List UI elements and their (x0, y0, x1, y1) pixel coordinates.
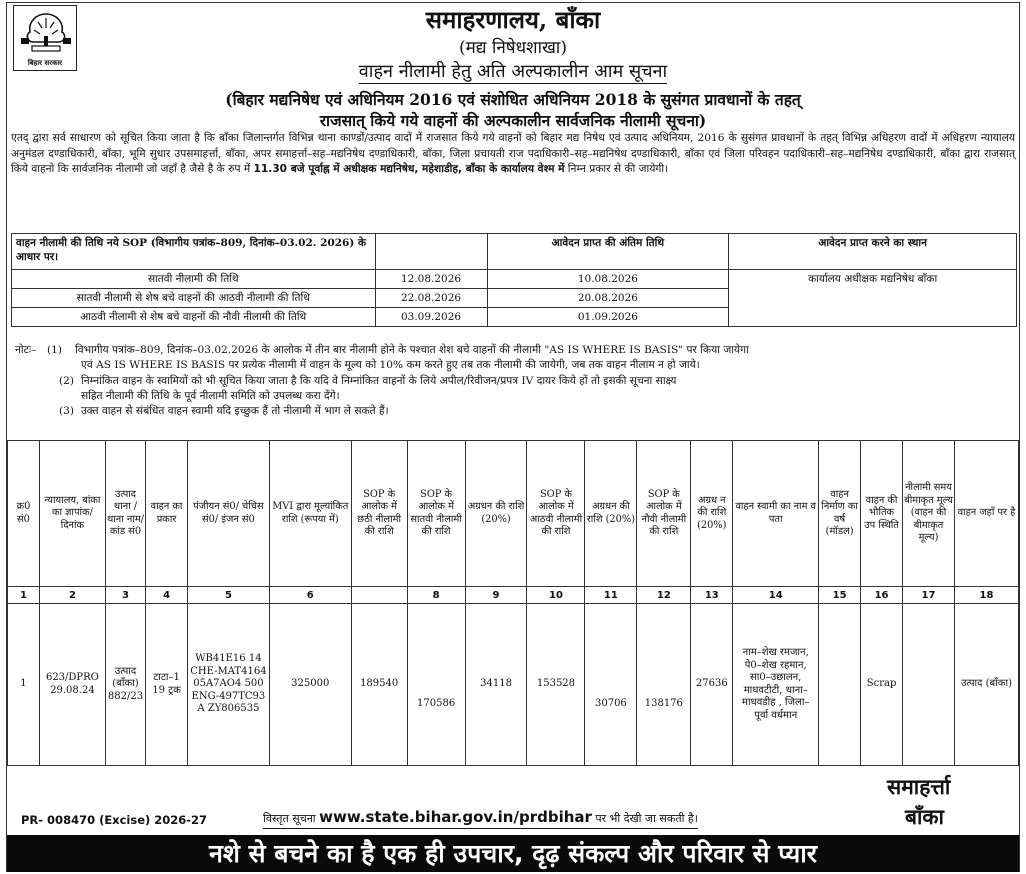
cell-memo: 623/DPRO 29.08.24 (39, 604, 105, 766)
cell-advance-1: 34118 (465, 604, 527, 766)
column-number: 1 (8, 587, 40, 604)
column-number: 18 (954, 587, 1018, 604)
note-text: निम्नांकित वाहन के स्वामियों को भी सूचित किया जाता है कि यदि वे निम्नांकित वाहनों के लिये अपील/रिवीजन/प्रपत्र IV दायर किये हों तो इसकी सूचना साक्ष्य (81, 374, 677, 387)
dates-header-blank (375, 234, 487, 270)
pr-number: PR- 008470 (Excise) 2026-27 (21, 813, 208, 827)
column-number: 14 (733, 587, 819, 604)
vehicle-header-row (8, 441, 1019, 587)
intro-paragraph (11, 131, 1015, 178)
details-line (263, 808, 698, 829)
intro-tail: निम्न प्रकार से की जायेगी। (564, 163, 669, 175)
note-2 (15, 374, 1015, 389)
dates-header-row (12, 234, 1017, 270)
dates-header-schedule: वाहन नीलामी की तिथि नये SOP (विभागीय पत्रांक–809, दिनांक–03.02. 2026) के आधार पर। (12, 234, 376, 270)
column-number: 12 (637, 587, 691, 604)
signatory-title: समाहर्त्ता (887, 774, 951, 799)
cell-eighth-auction: 153528 (527, 604, 585, 766)
column-number: 15 (819, 587, 861, 604)
dates-row-label: सातवी नीलामी की तिथि (12, 270, 376, 289)
column-number: 4 (146, 587, 188, 604)
note-number: (3) (59, 405, 75, 418)
notice-page (6, 2, 1020, 872)
department-subtitle: (मद्य निषेधशाखा) (459, 38, 567, 58)
column-number: 10 (527, 587, 585, 604)
note-text: सहित नीलामी की तिथि के पूर्व नीलामी समिति को उपलब्ध करा देंगे। (81, 389, 340, 402)
act-line-2: राजसात् किये गये वाहनों की अल्पकालीन सार्वजनिक नीलामी सूचना) (319, 111, 707, 130)
column-number: 3 (105, 587, 145, 604)
column-number: 11 (585, 587, 637, 604)
dates-place-cell: कार्यालय अधीक्षक मद्यनिषेध बाँका (729, 270, 1017, 327)
note-number: (2) (59, 374, 75, 387)
header-cell: नीलामी समय बीमाकृत मूल्य (वाहन की बीमाकृत मूल्य) (903, 441, 955, 587)
header-cell: MVI द्वारा मूल्यांकित राशि (रूपया में) (269, 441, 351, 587)
header-cell: वाहन की भौतिक उप स्थिति (861, 441, 903, 587)
cell-sixth-auction: 189540 (351, 604, 407, 766)
note-text: विभागीय पत्रांक–809, दिनांक–03.02.2026 के आलोक में तीन बार नीलामी होने के पश्चात शेश बचे वाहनों की नीलामी "AS IS WHERE IS BASIS" पर किया जायेगा (75, 344, 749, 356)
auction-dates-table (11, 233, 1017, 327)
cell-insured-value (903, 604, 955, 766)
vehicle-table (7, 440, 1019, 766)
notice-title (7, 59, 1019, 83)
note-text: एवं AS IS WHERE IS BASIS पर प्रत्येक नीलामी में वाहन के मूल्य को 10% कम करते हुए तब तक नीलामी की जायेगी, जब तक वाहन नीलाम न हो जाये। (81, 359, 700, 372)
dates-row-date: 12.08.2026 (375, 270, 487, 289)
details-suffix: पर भी देखी जा सकती है। (591, 812, 698, 825)
dates-row-date: 22.08.2026 (375, 289, 487, 308)
cell-type: टाटा–1 19 ट्रक (146, 604, 188, 766)
table-row (8, 604, 1019, 766)
logo-caption: बिहार सरकार (27, 59, 63, 67)
column-number: 5 (188, 587, 270, 604)
cell-sn: 1 (8, 604, 40, 766)
column-number: 9 (465, 587, 527, 604)
signatory-place: बाँका (905, 804, 944, 829)
intro-bold: 11.30 बजे पूर्वाह्न में अधीक्षक मद्यनिषेध, महेशाडीह, बाँका के कार्यालय वेश्म में (253, 163, 565, 175)
details-prefix: विस्तृत सूचना (263, 812, 320, 825)
notes-label: नोटः– (15, 344, 37, 356)
column-number: 6 (269, 587, 351, 604)
cell-seventh-auction: 170586 (407, 604, 465, 766)
column-number (351, 587, 407, 604)
act-line-1: (बिहार मद्यनिषेध एवं अधिनियम 2016 एवं संशोधित अधिनियम 2018 के सुसंगत प्रावधानों के तहत् (225, 90, 801, 109)
column-number: 17 (903, 587, 955, 604)
cell-ninth-auction: 138176 (637, 604, 691, 766)
header-cell: न्यायालय, बांका का ज्ञापांक/ दिनांक (39, 441, 105, 587)
cell-owner: नाम–शेख रमजान, पे0–शेख रहमान, सा0–उछालन, माधवटीटी, थाना–माधवडीह , जिला–पूर्वा वर्धमान (733, 604, 819, 766)
header-cell: वाहन का प्रकार (146, 441, 188, 587)
header-cell: SOP के आलोक में छठी नीलामी की राशि (351, 441, 407, 587)
cell-mvi-value: 325000 (269, 604, 351, 766)
column-number: 2 (39, 587, 105, 604)
cell-registration: WB41E16 14 CHE-MAT4164 05A7AO4 500 ENG-497TC93A ZY806535 (188, 604, 270, 766)
header-cell: अग्रधन की राशि (20%) (585, 441, 637, 587)
dates-row-date: 03.09.2026 (375, 308, 487, 327)
dates-row-last-date: 01.09.2026 (487, 308, 729, 327)
dates-row-last-date: 10.08.2026 (487, 270, 729, 289)
header-cell: पंजीयन सं0/ चेचिस सं0/ इंजन सं0 (188, 441, 270, 587)
note-text: उक्त वाहन से संबंधित वाहन स्वामी यदि इच्छुक हैं तो नीलामी में भाग ले सकते हैं। (81, 405, 389, 418)
header-cell: वाहन स्वामी का नाम व पता (733, 441, 819, 587)
header-cell: SOP के आलोक में आठवी नीलामी की राशि (527, 441, 585, 587)
column-number: 8 (407, 587, 465, 604)
header-cell: SOP के आलोक में सातवी नीलामी की राशि (407, 441, 465, 587)
dates-row-label: आठवी नीलामी से शेष बचे वाहनों की नौवी नीलामी की तिथि (12, 308, 376, 327)
header-cell: अग्रध न की राशि (20%) (691, 441, 733, 587)
slogan-banner: नशे से बचने का है एक ही उपचार, दृढ़ संकल्प और परिवार से प्यार (7, 835, 1019, 872)
notes-section (15, 343, 1015, 419)
notice-title-text: वाहन नीलामी हेतु अति अल्पकालीन आम सूचना (358, 61, 668, 82)
cell-advance-3: 27636 (691, 604, 733, 766)
cell-thana: उत्पाद (बाँका) 882/23 (105, 604, 145, 766)
cell-advance-2: 30706 (585, 604, 637, 766)
column-number: 16 (861, 587, 903, 604)
cell-location: उत्पाद (बाँका) (954, 604, 1018, 766)
header-cell: वाहन निर्माण का वर्ष (मॉडल) (819, 441, 861, 587)
column-number-row (8, 587, 1019, 604)
dates-header-last-date: आवेदन प्राप्त की अंतिम तिथि (487, 234, 729, 270)
dates-row-label: सातवी नीलामी से शेष बचे वाहनों की आठवी नीलामी की तिथि (12, 289, 376, 308)
office-title: समाहरणालय, बाँका (425, 5, 601, 34)
cell-condition: Scrap (861, 604, 903, 766)
note-number: (1) (47, 344, 63, 356)
note-1 (15, 343, 1015, 358)
header-cell: क्र0 सं0 (8, 441, 40, 587)
dates-header-place: आवेदन प्राप्त करने का स्थान (729, 234, 1017, 270)
column-number: 13 (691, 587, 733, 604)
header-cell: उत्पाद थाना / थाना नाम/ कांड सं0 (105, 441, 145, 587)
intro-text: एतद् द्वारा सर्व साधारण को सूचित किया जाता है कि बाँका जिलान्तर्गत विभिन्न थाना काण्डों/उत्पाद वादों में राजसात किये गये वाहनों को बिहार मद्य निषेध एवं उत्पाद अधिनियम, 2016 के सुसंगत प्रावधानों के तहत् विभिन्न अधिहरण वादों में अधिहरण न्यायालय अनुमंडल दण्डाधिकारी, बाँका, भूमि सुधार उपसमाहर्त्ता, बाँका, अपर समाहर्त्ता–सह–मद्यनिषेध दण्डाधिकारी, बाँका, जिला प्रचायती राज पदाधिकारी–सह–मद्यनिषेध दण्डाधिकारी, बाँका एवं जिला परिवहन पदाधिकारी–सह–मद्यनिषेध दण्डाधिकारी, बाँका द्वारा राजसात् किये वाहनो कि सार्वजनिक नीलामी जो जहाँ है जैसे है के रुप में (11, 132, 1015, 175)
header-cell: अग्रधन की राशि (20%) (465, 441, 527, 587)
dates-row-last-date: 20.08.2026 (487, 289, 729, 308)
act-reference (7, 89, 1019, 131)
cell-model-year (819, 604, 861, 766)
note-3 (15, 404, 1015, 419)
header-cell: वाहन जहाँ पर है (954, 441, 1018, 587)
header-cell: SOP के आलोक में नौवी नीलामी की राशि (637, 441, 691, 587)
dates-row (12, 270, 1017, 289)
website-link[interactable]: www.state.bihar.gov.in/prdbihar (319, 808, 592, 826)
